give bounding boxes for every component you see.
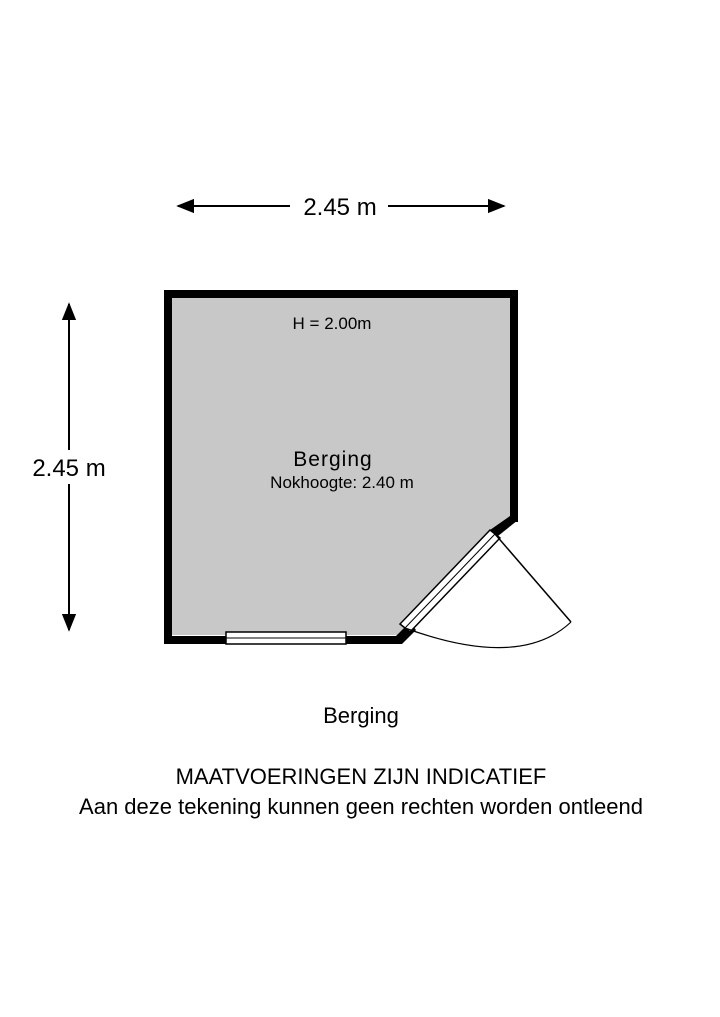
door-leaf — [495, 534, 571, 622]
door-arc — [405, 622, 571, 648]
height-label: 2.45 m — [32, 455, 106, 482]
width-label: 2.45 m — [303, 194, 377, 221]
disclaimer-line-1: MAATVOERINGEN ZIJN INDICATIEF — [175, 764, 547, 789]
height-dimension — [24, 304, 116, 630]
room-name-label: Berging — [293, 448, 373, 471]
ceiling-height-label: H = 2.00m — [292, 314, 372, 333]
disclaimer-line-2: Aan deze tekening kunnen geen rechten worden ontleend — [79, 794, 643, 819]
ridge-height-label: Nokhoogte: 2.40 m — [270, 473, 414, 492]
floor-name: Berging — [323, 703, 399, 728]
width-dimension — [178, 194, 504, 221]
bottom-window — [226, 632, 346, 644]
